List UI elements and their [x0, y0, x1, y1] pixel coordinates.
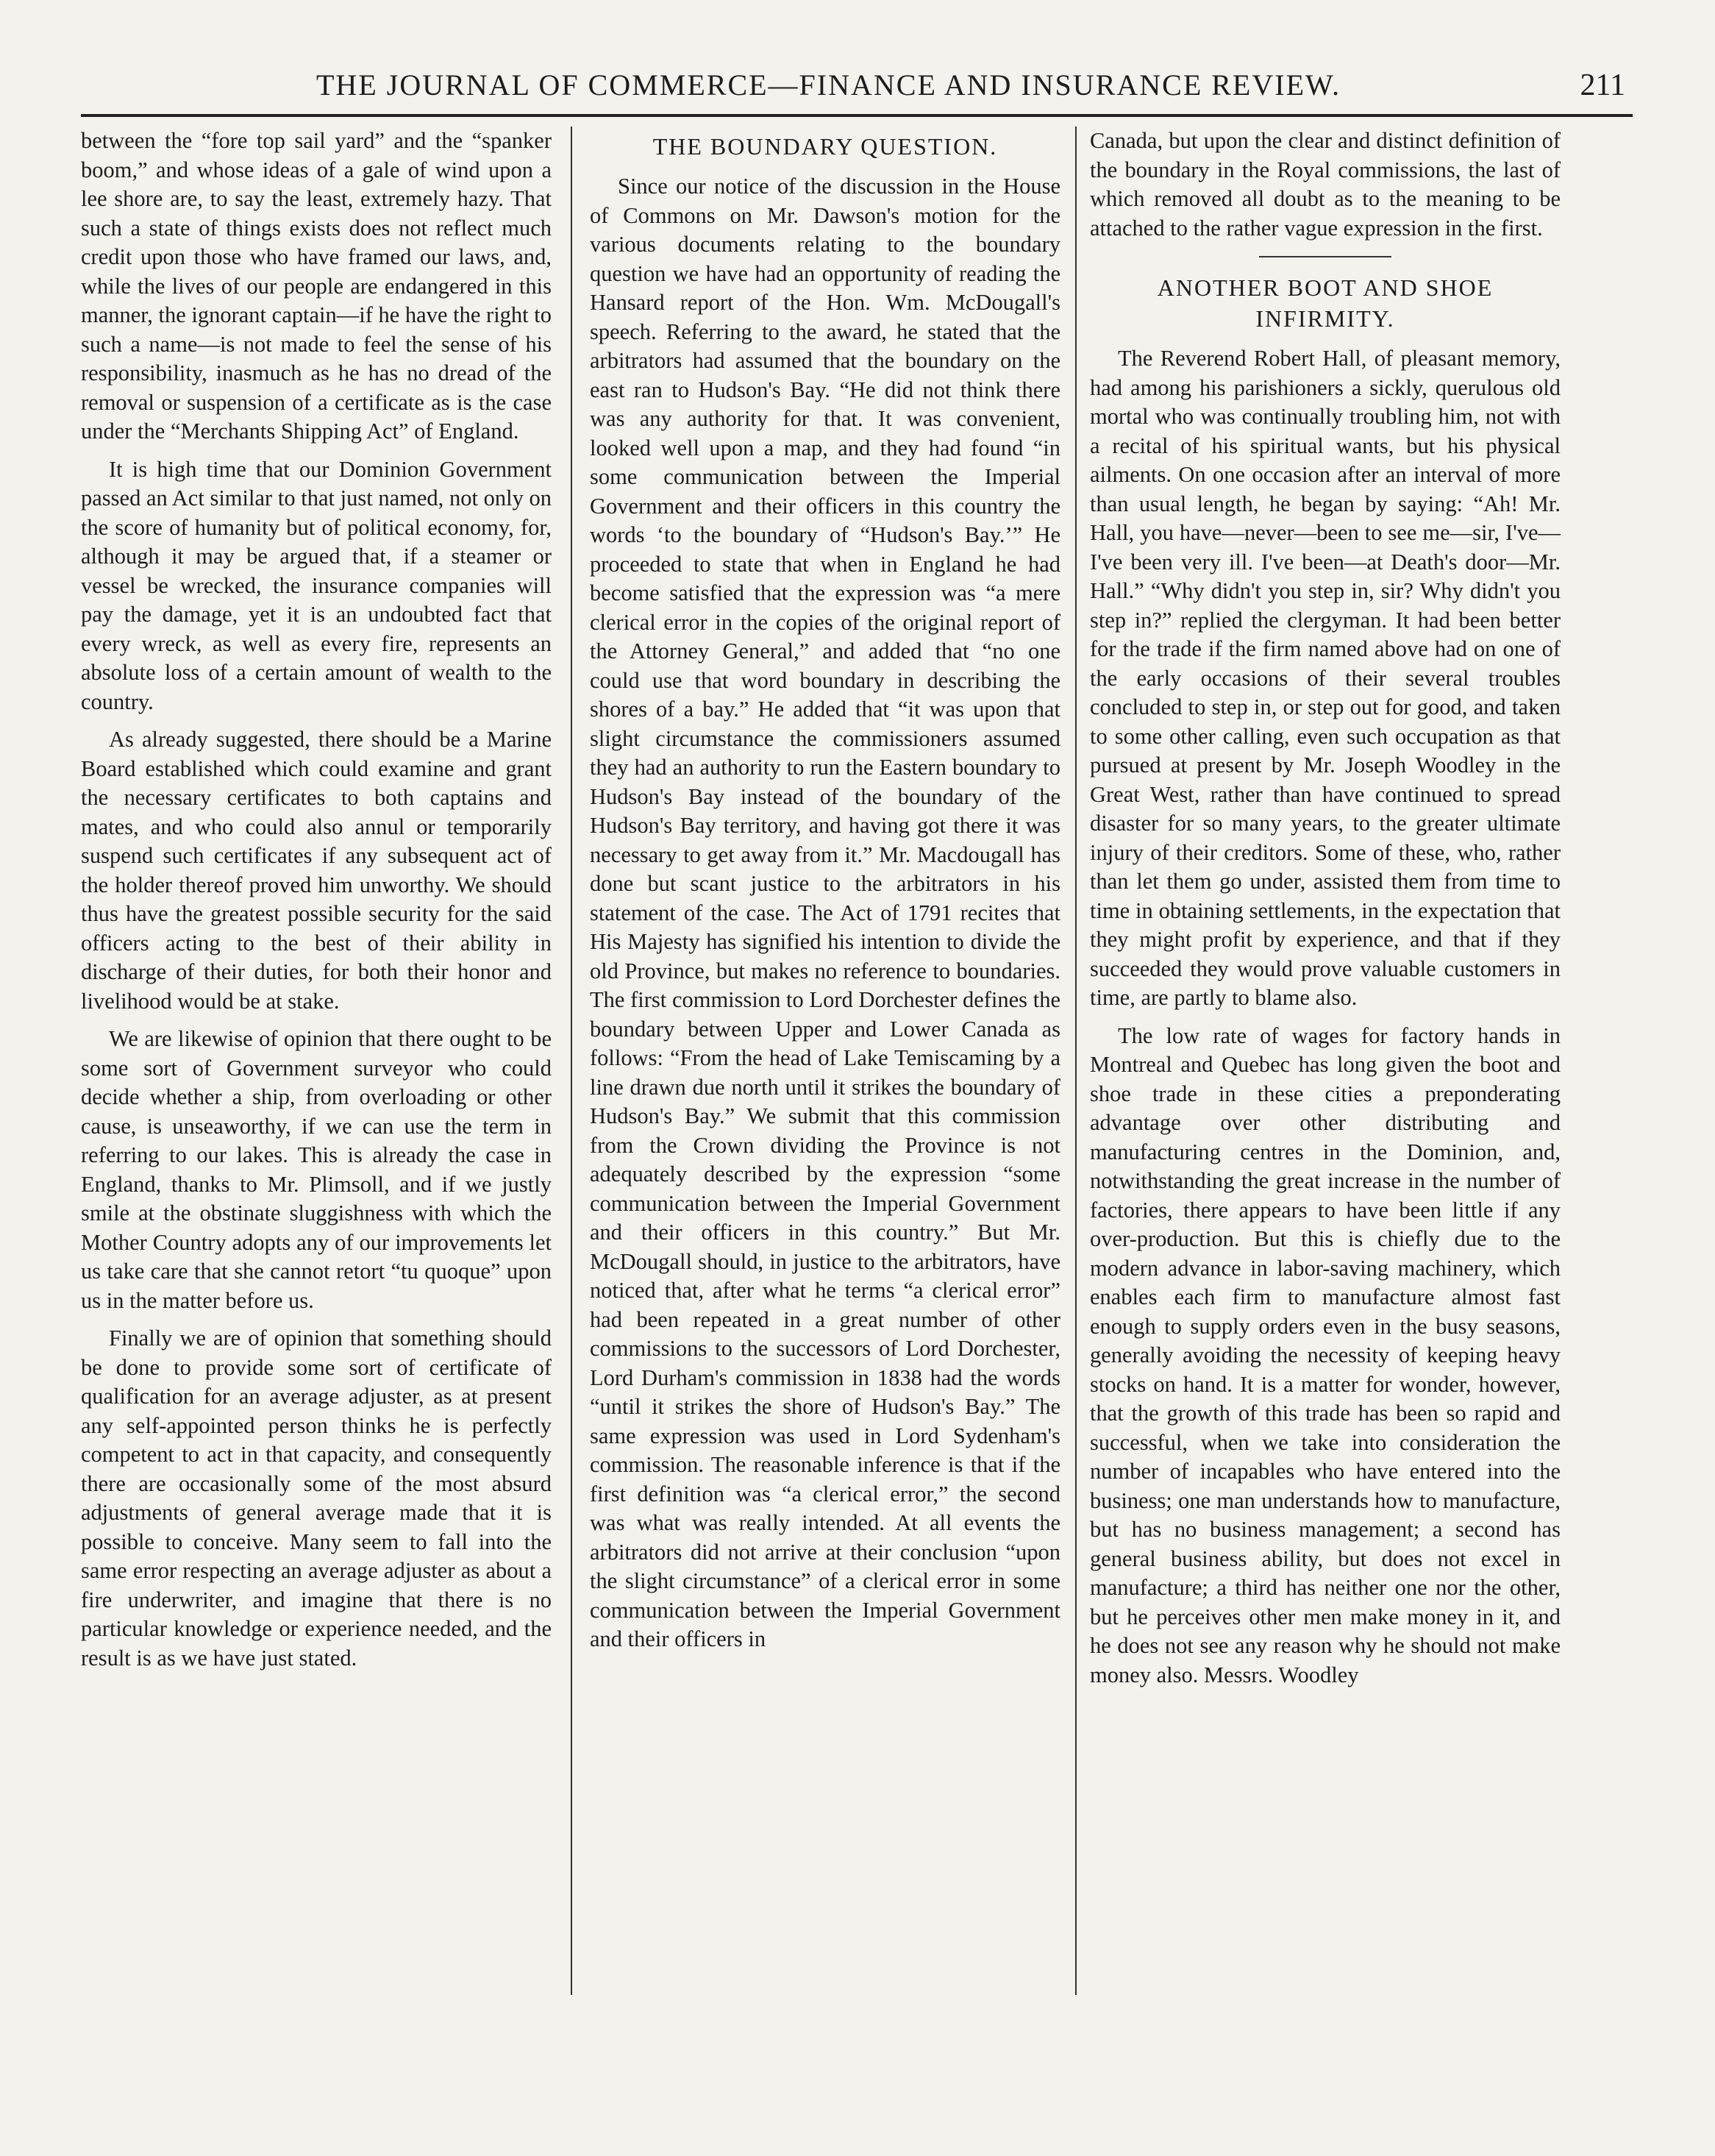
- column-divider: [571, 127, 572, 1995]
- column-divider: [1075, 127, 1077, 1995]
- article-heading-boot-and-shoe: ANOTHER BOOT AND SHOE INFIRMITY.: [1157, 274, 1494, 332]
- paragraph: Finally we are of opinion that something should be done to provide some sort of certificate of qualification for an average adjuster, as at present any self-appointed person thinks he is perfectly competent to act in that capacity, and consequently there are occasionally some of the most absurd adjustments of general average made that it is possible to conceive. Many seem to fall into the same error respecting an average adjuster as about a fire underwriter, and imagine that there is no particular knowledge or experience needed, and the result is as we have just stated.: [81, 1326, 552, 1671]
- paragraph: It is high time that our Dominion Government passed an Act similar to that just named, not only on the score of humanity but of political economy, for, although it may be argued that, if a steamer or vessel be wrecked, the insurance companies will pay the damage, yet it is an undoubted fact that every wreck, as well as every fire, represents an absolute loss of a certain amount of wealth to the country.: [81, 456, 552, 714]
- journal-title: THE JOURNAL OF COMMERCE—FINANCE AND INSURANCE REVIEW.: [316, 68, 1341, 102]
- header-rule: [81, 114, 1633, 117]
- page-number: 211: [1580, 68, 1625, 102]
- column-3: [1090, 127, 1561, 1995]
- paragraph: between the “fore top sail yard” and the “spanker boom,” and whose ideas of a gale of wind upon a lee shore are, to say the least, extremely hazy. That such a state of things exists does not reflect much credit upon those who have framed our laws, and, while the lives of our people are endangered in this manner, the ignorant captain—if he have the right to such a name—is not made to feel the sense of his responsibility, inasmuch as he has no dread of the removal or suspension of a certificate as is the case under the “Merchants Shipping Act” of England.: [81, 128, 552, 444]
- article-heading-boundary-question: THE BOUNDARY QUESTION.: [652, 133, 998, 160]
- paragraph: The Reverend Robert Hall, of pleasant memory, had among his parishioners a sickly, querulous old mortal who was continually troubling him, not with a recital of his spiritual wants, but his physical ailments. On one occasion after an interval of more than usual length, he began by saying: “Ah! Mr. Hall, you have—never—been to see me—sir, I've—I've been very ill. I've been—at Death's door—Mr. Hall.” “Why didn't you step in, sir? Why didn't you step in?” replied the clergyman. It had been better for the trade if the firm named above had on one of the early occasions of their several troubles concluded to step in, or step out for good, and taken to some other calling, even such occupation as that pursued at present by Mr. Joseph Woodley in the Great West, rather than have continued to spread disaster for so many years, to the greater ultimate injury of their creditors. Some of these, who, rather than let them go under, assisted them from time to time in obtaining settlements, in the expectation that they might profit by experience, and that if they succeeded they would prove valuable customers in time, are partly to blame also.: [1090, 346, 1561, 1010]
- paragraph: As already suggested, there should be a Marine Board established which could examine and grant the necessary certificates to both captains and mates, and who could also annul or temporarily suspend such certificates if any subsequent act of the holder thereof proved him unworthy. We should thus have the greatest possible security for the said officers acting to the best of their ability in discharge of their duties, for both their honor and livelihood would be at stake.: [81, 727, 552, 1014]
- article-separator: [1259, 256, 1391, 257]
- paragraph: Canada, but upon the clear and distinct definition of the boundary in the Royal commissions, the last of which removed all doubt as to the meaning to be attached to the rather vague expression in the first.: [1090, 128, 1561, 241]
- column-2: [590, 127, 1060, 1995]
- paragraph: We are likewise of opinion that there ought to be some sort of Government surveyor who could decide whether a ship, from overloading or other cause, is unseaworthy, if we can use the term in referring to our lakes. This is already the case in England, thanks to Mr. Plimsoll, and if we justly smile at the obstinate sluggishness with which the Mother Country adopts any of our improvements let us take care that she cannot retort “tu quoque” upon us in the matter before us.: [81, 1026, 552, 1313]
- column-1: [81, 127, 552, 1995]
- paragraph: The low rate of wages for factory hands in Montreal and Quebec has long given the boot and shoe trade in these cities a preponderating advantage over other distributing and manufacturing centres in the Dominion, and, notwithstanding the great increase in the number of factories, there appears to have been little if any over-production. But this is chiefly due to the modern advance in labor-saving machinery, which enables each firm to manufacture almost fast enough to supply orders even in the busy seasons, generally avoiding the necessity of keeping heavy stocks on hand. It is a matter for wonder, however, that the growth of this trade has been so rapid and successful, when we take into consideration the number of incapables who have entered into the business; one man understands how to manufacture, but has no business management; a second has general business ability, but does not excel in manufacture; a third has neither one nor the other, but he perceives other men make money in it, and he does not see any reason why he should not make money also. Messrs. Woodley: [1090, 1022, 1561, 1687]
- paragraph: Since our notice of the discussion in the House of Commons on Mr. Dawson's motion for the various documents relating to the boundary question we have had an opportunity of reading the Hansard report of the Hon. Wm. McDougall's speech. Referring to the award, he stated that the arbitrators had assumed that the boundary on the east ran to Hudson's Bay. “He did not think there was any authority for that. It was convenient, looked well upon a map, and they had found “in some communication between the Imperial Government and their officers in this country the words ‘to the boundary of “Hudson's Bay.’” He proceeded to state that when in England he had become satisfied that the expression was “a mere clerical error in the copies of the original report of the Attorney General,” and added that “no one could use that word boundary in describing the shores of a bay.” He added that “it was upon that slight circumstance the commissioners assumed they had an authority to run the Eastern boundary to Hudson's Bay instead of the boundary of the Hudson's Bay territory, and having got there it was necessary to get away from it.” Mr. Macdougall has done but scant justice to the arbitrators in his statement of the case. The Act of 1791 recites that His Majesty has signified his intention to divide the old Province, but makes no reference to boundaries. The first commission to Lord Dorchester defines the boundary between Upper and Lower Canada as follows: “From the head of Lake Temiscaming by a line drawn due north until it strikes the boundary of Hudson's Bay.” We submit that this commission from the Crown dividing the Province is not adequately described by the expression “some communication between the Imperial Government and their officers in this country.” But Mr. McDougall should, in justice to the arbitrators, have noticed that, after what he terms “a clerical error” had been repeated in a great number of other commissions to the successors of Lord Dorchester, Lord Durham's commission in 1838 had the words “until it strikes the shore of Hudson's Bay.” The same expression was used in Lord Sydenham's commission. The reasonable inference is that if the first definition was “a clerical error,” the second was what was really intended. At all events the arbitrators did not arrive at their conclusion “upon the slight circumstance” of a clerical error in some communication between the Imperial Government and their officers in: [590, 174, 1060, 1651]
- running-head: [81, 68, 1633, 112]
